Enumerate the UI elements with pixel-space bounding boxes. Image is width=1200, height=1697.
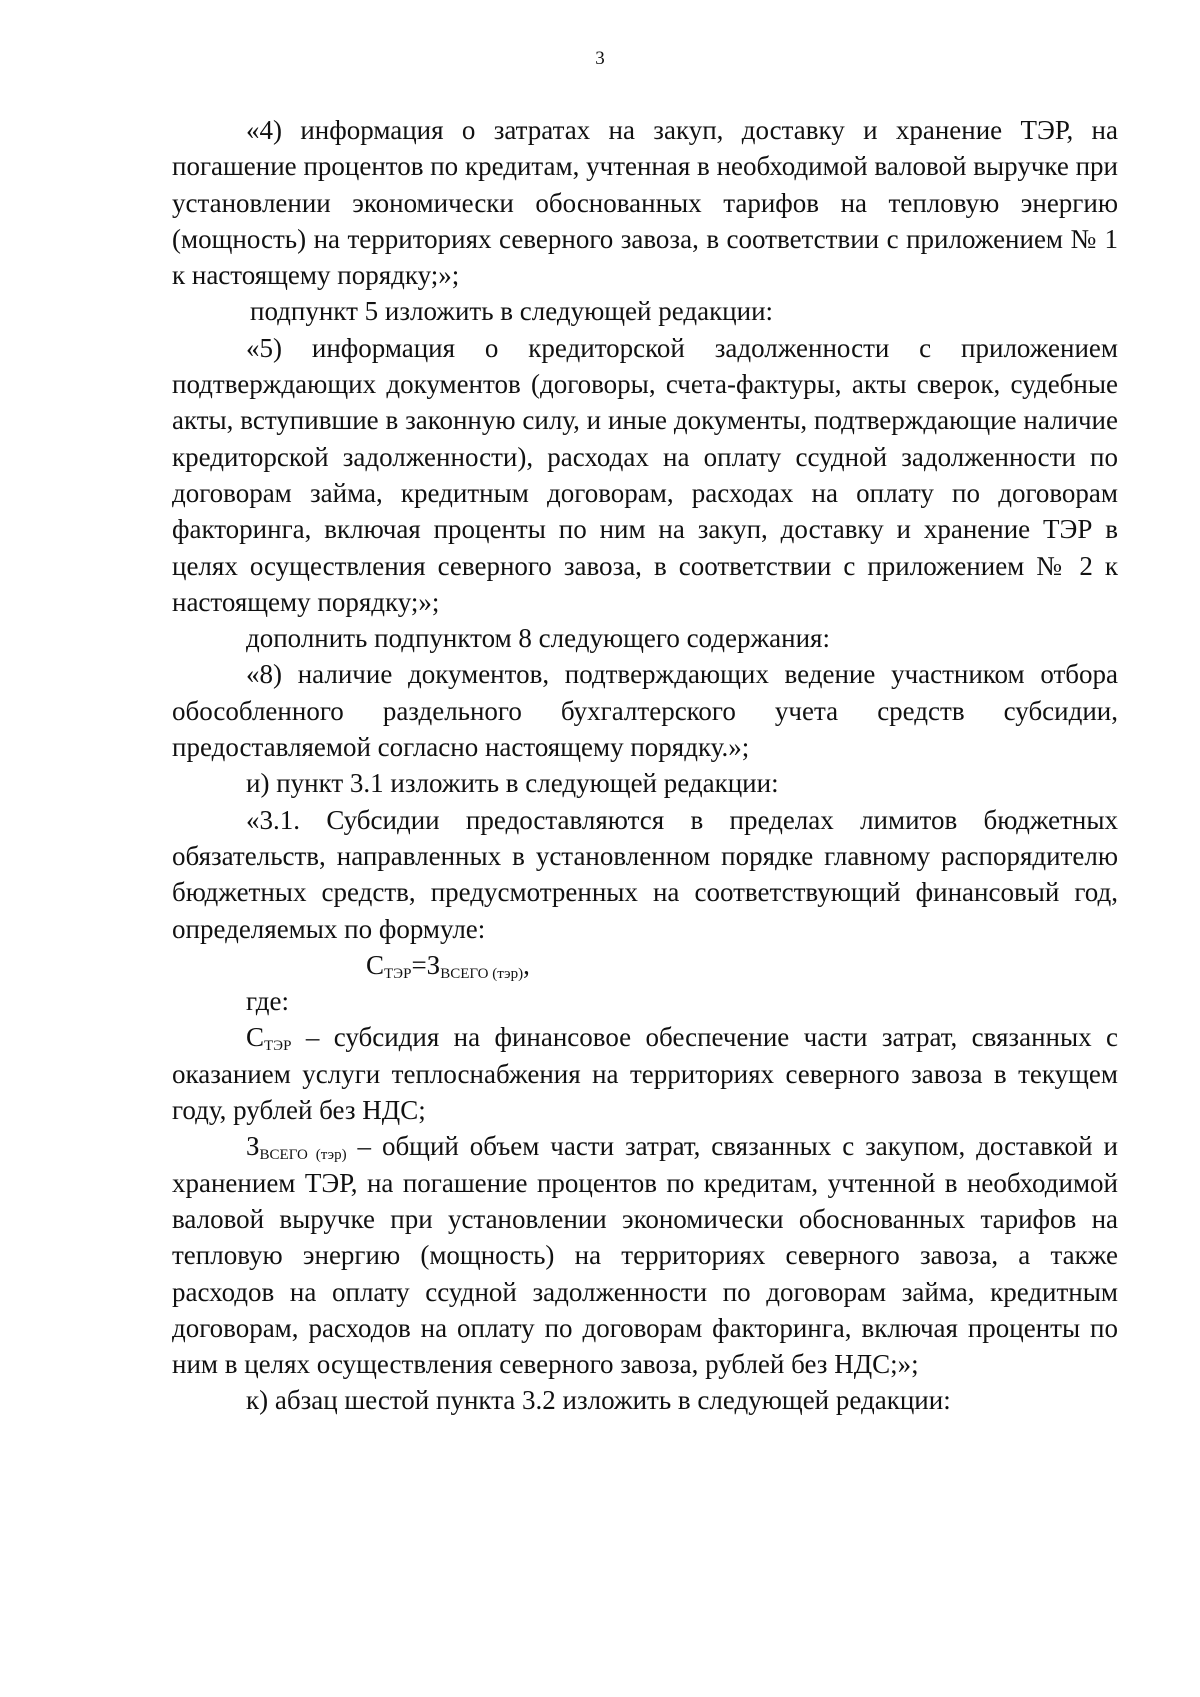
paragraph-point-3-1: «3.1. Субсидии предоставляются в пределах лимитов бюджетных обязательств, направленных в установленном порядке главному распорядителю бюджетных средств, предусмотренных на соответствующий финансовый год, определяемых по формуле: xyxy=(172,804,1118,944)
formula-comma: , xyxy=(523,949,530,980)
paragraph-instruction-subitem-5: подпункт 5 изложить в следующей редакции: xyxy=(250,296,774,327)
paragraph-item-5: «5) информация о кредиторской задолженности с приложением подтверждающих документов (договоры, счета-фактуры, акты сверок, судебные акты, вступившие в законную силу, и иные документы, подтверждающие наличие кредиторской задолженности), расходах на оплату ссудной задолженности по договорам займа, кредитным договорам, расходах на оплату по договорам факторинга, включая проценты по ним на закуп, доставку и хранение ТЭР в целях осуществления северного завоза, в соответствии с приложением № 2 к настоящему порядку;»; xyxy=(172,332,1118,617)
document-body xyxy=(172,112,1118,1419)
z-symbol: $З_{ВСЕГО (тэр)}$ xyxy=(246,1131,347,1164)
paragraph-z-definition: $З_{ВСЕГО (тэр)}$ – общий объем части затрат, связанных с закупом, доставкой и хранением ТЭР, на погашение процентов по кредитам, учтенной в необходимой валовой выручке при установлении экономически обоснованных тарифов на тепловую энергию (мощность) на территориях северного завоза, а также расходов на оплату ссудной задолженности по договорам займа, кредитным договорам, расходов на оплату по договорам факторинга, включая проценты по ним в целях осуществления северного завоза, рублей без НДС;»; xyxy=(172,1131,1118,1380)
page-number: 3 xyxy=(595,48,605,69)
paragraph-where: где: xyxy=(246,986,289,1017)
paragraph-instruction-subitem-8: дополнить подпунктом 8 следующего содержания: xyxy=(246,623,830,654)
paragraph-instruction-point-3-1: и) пункт 3.1 изложить в следующей редакции: xyxy=(246,768,779,799)
paragraph-item-4: «4) информация о затратах на закуп, доставку и хранение ТЭР, на погашение процентов по кредитам, учтенная в необходимой валовой выручке при установлении экономически обоснованных тарифов на тепловую энергию (мощность) на территориях северного завоза, в соответствии с приложением № 1 к настоящему порядку;»; xyxy=(172,115,1118,291)
formula-z-symbol: $З_{ВСЕГО (тэр)}$ xyxy=(426,949,524,982)
formula-equals: = xyxy=(411,949,427,980)
paragraph-c-definition: $С_{ТЭР}$ – субсидия на финансовое обеспечение части затрат, связанных с оказанием услуги теплоснабжения на территориях северного завоза в текущем году, рублей без НДС; xyxy=(172,1022,1118,1126)
paragraph-instruction-point-3-2: к) абзац шестой пункта 3.2 изложить в следующей редакции: xyxy=(246,1385,951,1416)
formula xyxy=(172,947,1118,983)
formula-c-symbol: $С_{ТЭР}$ xyxy=(366,949,412,982)
c-symbol: $С_{ТЭР}$ xyxy=(246,1022,292,1055)
paragraph-item-8: «8) наличие документов, подтверждающих ведение участником отбора обособленного раздельного бухгалтерского учета средств субсидии, предоставляемой согласно настоящему порядку.»; xyxy=(172,659,1118,763)
